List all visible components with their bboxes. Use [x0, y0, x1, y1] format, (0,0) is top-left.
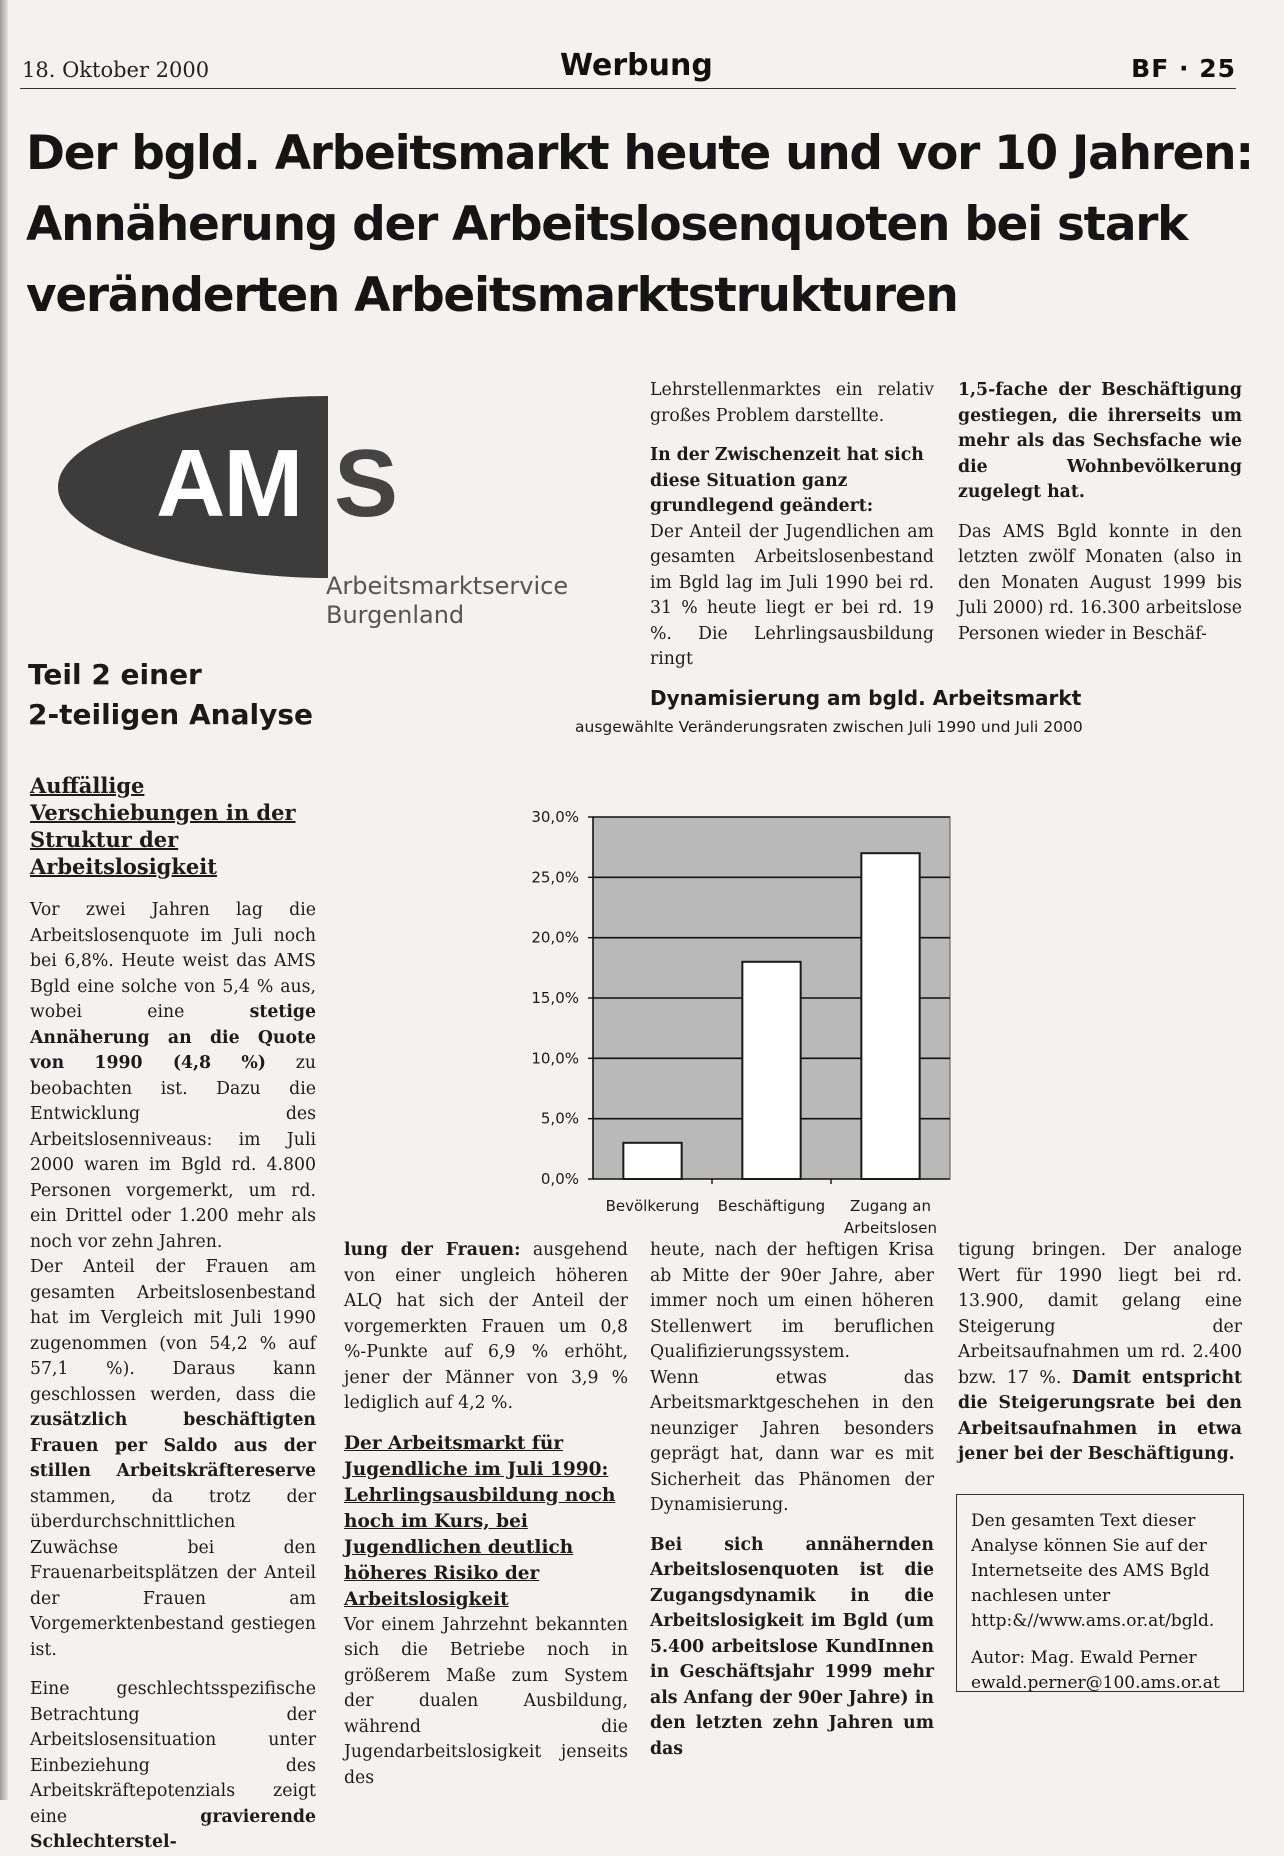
logo-subtitle-line-1: Arbeitsmarktservice: [326, 572, 569, 600]
logo-subtitle: [326, 572, 568, 630]
series-label: [28, 655, 313, 735]
info-box-url[interactable]: http:&//www.ams.or.at/bgld.: [971, 1611, 1215, 1631]
paragraph: [30, 1255, 316, 1663]
x-tick-label: Beschäftigung: [717, 1197, 826, 1215]
paragraph: [344, 1238, 628, 1417]
header-rule: [20, 88, 1236, 89]
series-label-line-1: Teil 2 einer: [28, 658, 202, 691]
bar: [861, 853, 919, 1179]
headline-line-1: Der bgld. Arbeitsmarkt heute und vor 10 Jahren:: [26, 126, 1253, 181]
bar: [742, 962, 800, 1179]
paragraph: Vor einem Jahrzehnt bekannten sich die Betriebe noch in größerem Maße zum System der dualen Ausbildung, während die Jugendarbeitslosigkeit jenseits des: [344, 1614, 628, 1788]
logo-subtitle-line-2: Burgenland: [326, 601, 465, 629]
y-tick-label: 30,0%: [531, 808, 579, 826]
y-tick-label: 25,0%: [531, 868, 579, 887]
paragraph-bold-lead: In der Zwischenzeit hat sich diese Situation ganz grundlegend geändert:: [650, 445, 924, 516]
paragraph-bold: 1,5-fache der Beschäftigung gestiegen, die ihrerseits um mehr als das Sechsfache wie die Wohnbevölkerung zugelegt hat.: [958, 380, 1242, 502]
ams-logo: [58, 392, 428, 582]
y-tick-label: 15,0%: [531, 989, 579, 1007]
info-box-text: Den gesamten Text dieser Analyse können Sie auf der Internetseite des AMS Bgld nachlesen unter: [971, 1511, 1210, 1606]
section-label: Werbung: [560, 48, 713, 83]
paragraph-bold: Bei sich annähernden Arbeitslosenquoten ist die Zugangsdynamik in die Arbeitslosigkeit im Bgld (um 5.400 arbeitslose KundInnen in Geschäftsjahr 1999 mehr als Anfang der 90er Jahre) in den letzten zehn Jahren um das: [650, 1534, 934, 1759]
paragraph: Wenn etwas das Arbeitsmarktgeschehen in den neunziger Jahren besonders geprägt hat, dann war es mit Sicherheit das Phänomen der Dynamisierung.: [650, 1367, 934, 1515]
bold-text-run: lung der Frauen:: [344, 1240, 521, 1260]
bar-chart: [480, 795, 1120, 1237]
ams-logo-letters-am: AM: [156, 430, 302, 537]
paragraph: Der Anteil der Jugendlichen am gesamten Arbeitslosenbestand im Bgld lag im Juli 1990 bei rd. 31 % heute liegt er bei rd. 19 %. Die Lehrlingsausbildung ringt: [650, 521, 934, 669]
section-heading-jugendliche: Der Arbeitsmarkt für Jugendliche im Juli 1990: Lehrlingsausbildung noch hoch im Kurs, bei Jugendlichen deutlich höheres Risiko der Arbeitslosigkeit: [344, 1432, 616, 1610]
text-run: zu beobachten ist. Dazu die Entwicklung des Arbeitslosenniveaus: im Juli 2000 waren im Bgld rd. 4.800 Personen vorgemerkt, um rd. ein Drittel oder 1.200 mehr als noch vor zehn Jahren.: [30, 1053, 316, 1252]
bold-text-run: Damit entspricht die Steigerungsrate bei den Arbeitsaufnahmen in etwa jener bei der Beschäftigung.: [958, 1367, 1242, 1464]
text-run: Der Anteil der Frauen am gesamten Arbeitslosenbestand hat im Vergleich mit Juli 1990 zugenommen (von 54,2 % auf 57,1 %). Daraus kann geschlossen werden, dass die: [30, 1257, 316, 1405]
section-heading-verschiebungen: Auffällige Verschiebungen in der Struktur der Arbeitslosigkeit: [30, 773, 296, 879]
y-tick-label: 20,0%: [531, 928, 579, 947]
page-binding-edge: [0, 0, 8, 1800]
bold-text-run: zusätzlich beschäftigten Frauen per Saldo aus der stillen Arbeitskräftereserve: [30, 1410, 316, 1481]
article-column-3-bottom: [650, 1238, 934, 1762]
paragraph: Das AMS Bgld konnte in den letzten zwölf Monaten (also in den Monaten August 1999 bis Juli 2000) rd. 16.300 arbeitslose Personen wieder in Beschäf-: [958, 521, 1242, 644]
info-box: [956, 1494, 1244, 1692]
paragraph: [30, 898, 316, 1255]
text-run: Vor zwei Jahren lag die Arbeitslosenquote im Juli noch bei 6,8%. Heute weist das AMS Bgld eine solche von 5,4 % aus, wobei eine: [30, 900, 316, 1022]
y-tick-label: 10,0%: [531, 1049, 579, 1068]
paragraph: [30, 1677, 316, 1856]
series-label-line-2: 2-teiligen Analyse: [28, 698, 313, 731]
author-email[interactable]: ewald.perner@100.ams.or.at: [971, 1673, 1220, 1693]
text-run: Eine geschlechtsspezifische Betrachtung der Arbeitslosensituation unter Einbeziehung des Arbeitskräftepotenzials zeigt eine: [30, 1679, 316, 1827]
bold-text-run: stetige Annäherung an die Quote von 1990 (4,8 %): [30, 1002, 316, 1073]
article-column-4-top: [958, 378, 1242, 647]
y-tick-label: 5,0%: [540, 1109, 579, 1128]
issue-date: 18. Oktober 2000: [22, 58, 210, 82]
page-number: BF · 25: [1131, 54, 1236, 83]
text-run: tigung bringen. Der analoge Wert für 1990 liegt bei rd. 13.900, damit gelang eine Steigerung der Arbeitsaufnahmen um rd. 2.400 bzw. 17 %.: [958, 1240, 1242, 1388]
paragraph: Lehrstellenmarktes ein relativ großes Problem darstellte.: [650, 380, 934, 426]
paragraph: heute, nach der heftigen Krisa ab Mitte der 90er Jahre, aber immer noch um einen höheren Stellenwert im beruflichen Qualifizierungssystem.: [650, 1240, 934, 1362]
author-name: Autor: Mag. Ewald Perner: [971, 1648, 1197, 1668]
text-run: stammen, da trotz der überdurchschnittlichen Zuwächse bei den Frauenarbeitsplätzen der Anteil der Frauen am Vorgemerktenbestand gestiegen ist.: [30, 1486, 316, 1660]
headline-line-2: Annäherung der Arbeitslosenquoten bei stark: [26, 197, 1188, 252]
chart-title: Dynamisierung am bgld. Arbeitsmarkt: [650, 686, 1082, 710]
article-headline: [26, 118, 1256, 331]
paragraph: [958, 1238, 1242, 1468]
x-tick-label: Bevölkerung: [605, 1197, 700, 1215]
chart-subtitle: ausgewählte Veränderungsraten zwischen Juli 1990 und Juli 2000: [575, 718, 1083, 736]
ams-logo-letter-s: S: [334, 430, 399, 537]
article-column-3-top: [650, 378, 934, 673]
text-run: ausgehend von einer ungleich höheren ALQ hat sich der Anteil der vorgemerkten Frauen um 0,8 %-Punkte auf 6,9 % erhöht, jener der Männer von 3,9 % lediglich auf 4,2 %.: [344, 1240, 628, 1413]
article-column-4-bottom: [958, 1238, 1242, 1468]
bold-text-run: gravierende Schlechterstel-: [30, 1806, 316, 1852]
bar: [623, 1143, 681, 1179]
article-column-2: [344, 1238, 628, 1791]
article-column-1: [30, 772, 316, 1856]
headline-line-3: veränderten Arbeitsmarktstrukturen: [26, 268, 958, 323]
y-tick-label: 0,0%: [540, 1170, 579, 1188]
x-tick-label: Zugang an Arbeitslosen: [844, 1197, 937, 1237]
